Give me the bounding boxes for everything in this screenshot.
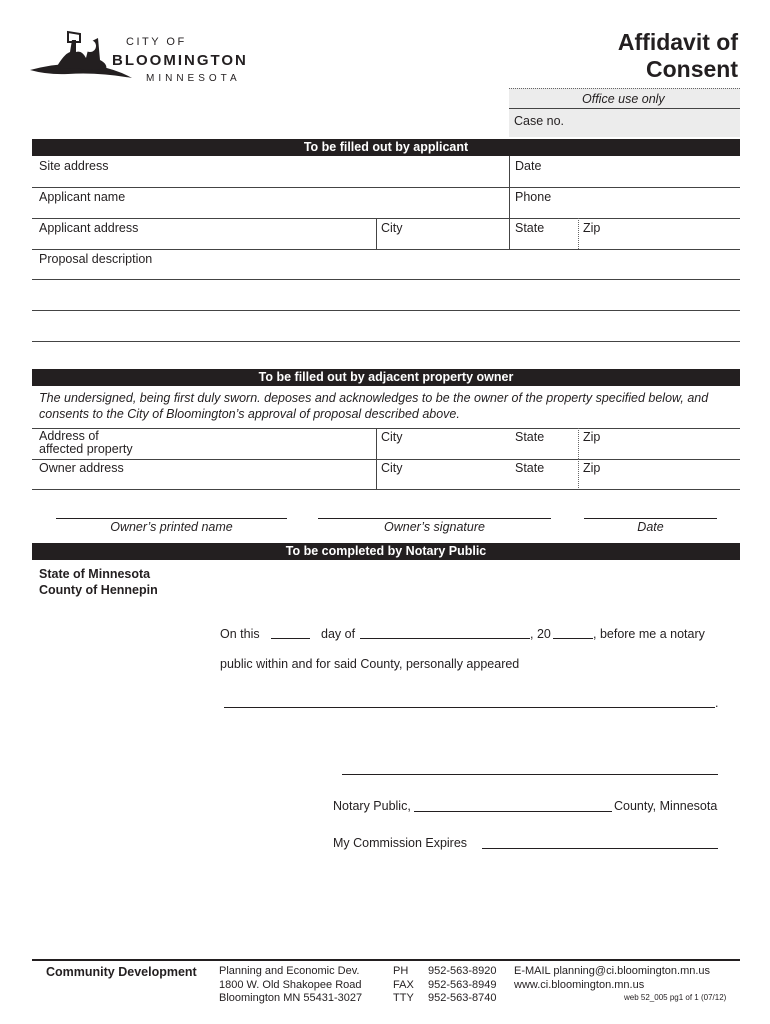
county-mn-label: County, Minnesota — [614, 799, 718, 813]
office-divider — [509, 108, 740, 109]
owner-zip-field[interactable]: Zip — [583, 461, 601, 475]
title-line-2: Consent — [646, 56, 738, 82]
footer-web-link[interactable]: www.ci.bloomington.mn.us — [514, 978, 645, 991]
divider — [509, 218, 510, 249]
footer-web — [514, 965, 710, 992]
office-use-label: Office use only — [582, 92, 665, 106]
divider — [578, 428, 579, 459]
logo-city-name: BLOOMINGTON — [112, 52, 248, 69]
before-me-label: , before me a notary — [593, 627, 705, 641]
affected-state-field[interactable]: State — [515, 430, 545, 444]
signature-label: Owner’s signature — [384, 520, 485, 534]
divider — [509, 187, 510, 218]
divider — [32, 489, 740, 490]
footer-phone-labels — [393, 965, 414, 1006]
on-this-label: On this — [220, 627, 260, 641]
appeared-line[interactable] — [224, 707, 715, 708]
owner-statement-line-1: The undersigned, being first duly sworn. deposes and acknowledges to be the owner of the property specified below, and — [39, 391, 709, 405]
tty-label: TTY — [393, 992, 414, 1004]
proposal-line — [32, 279, 740, 280]
phone-field[interactable]: Phone — [515, 190, 552, 204]
fax-label: FAX — [393, 978, 414, 991]
proposal-line — [32, 341, 740, 342]
affected-city-field[interactable]: City — [381, 430, 403, 444]
date-field[interactable]: Date — [515, 159, 542, 173]
day-line[interactable] — [271, 638, 310, 639]
footer-phone-numbers — [428, 965, 497, 1006]
year-prefix-label: , 20 — [530, 627, 551, 641]
owner-section-header: To be filled out by adjacent property owner — [32, 369, 740, 386]
logo-state: MINNESOTA — [146, 73, 241, 84]
divider — [32, 249, 740, 250]
affected-address-label-2: affected property — [39, 442, 133, 456]
printed-name-line[interactable] — [56, 518, 287, 519]
appeared-period: . — [715, 696, 719, 710]
divider — [376, 428, 377, 459]
footer-address-line: 1800 W. Old Shakopee Road — [219, 978, 362, 991]
affected-zip-field[interactable]: Zip — [583, 430, 601, 444]
notary-signature-line[interactable] — [342, 774, 718, 775]
divider — [578, 459, 579, 490]
case-no-field[interactable]: Case no. — [514, 114, 565, 128]
affected-address-field[interactable] — [39, 430, 133, 456]
notary-section-header: To be completed by Notary Public — [32, 543, 740, 560]
footer-address-line: Planning and Economic Dev. — [219, 965, 360, 977]
month-line[interactable] — [360, 638, 530, 639]
tty-number: 952-563-8740 — [428, 992, 497, 1004]
footer-rule — [32, 959, 740, 961]
applicant-section-header: To be filled out by applicant — [32, 139, 740, 156]
applicant-state-field[interactable]: State — [515, 221, 545, 235]
footer-address — [219, 965, 362, 1006]
footer-address-line: Bloomington MN 55431-3027 — [219, 992, 363, 1004]
sig-date-line[interactable] — [584, 518, 717, 519]
divider — [32, 218, 740, 219]
site-address-field[interactable]: Site address — [39, 159, 109, 173]
owner-statement-line-2: consents to the City of Bloomington’s approval of proposal described above. — [39, 407, 460, 421]
sig-date-label: Date — [637, 520, 664, 534]
owner-state-field[interactable]: State — [515, 461, 545, 475]
proposal-description-field[interactable]: Proposal description — [39, 252, 153, 266]
day-of-label: day of — [321, 627, 356, 641]
footer-dept: Community Development — [46, 965, 197, 979]
footer-email-link[interactable]: E-MAIL planning@ci.bloomington.mn.us — [514, 965, 711, 977]
signature-line[interactable] — [318, 518, 551, 519]
applicant-zip-field[interactable]: Zip — [583, 221, 601, 235]
year-line[interactable] — [553, 638, 593, 639]
divider — [32, 187, 740, 188]
printed-name-label: Owner’s printed name — [110, 520, 233, 534]
divider — [509, 156, 510, 187]
divider — [376, 459, 377, 490]
divider — [32, 428, 740, 429]
state-of: State of Minnesota — [39, 567, 151, 581]
proposal-line — [32, 310, 740, 311]
divider — [578, 218, 579, 249]
divider — [376, 218, 377, 249]
applicant-address-field[interactable]: Applicant address — [39, 221, 139, 235]
owner-address-field[interactable]: Owner address — [39, 461, 124, 475]
title-line-1: Affidavit of — [617, 29, 738, 55]
ph-number: 952-563-8920 — [428, 965, 497, 977]
city-logo — [28, 30, 258, 90]
notary-county-line[interactable] — [414, 811, 612, 812]
public-within-label: public within and for said County, personally appeared — [220, 657, 520, 671]
commission-label: My Commission Expires — [333, 836, 468, 850]
applicant-city-field[interactable]: City — [381, 221, 403, 235]
commission-line[interactable] — [482, 848, 718, 849]
form-title — [478, 29, 738, 83]
owner-city-field[interactable]: City — [381, 461, 403, 475]
county-of: County of Hennepin — [39, 583, 158, 597]
notary-public-label: Notary Public, — [333, 799, 411, 813]
applicant-name-field[interactable]: Applicant name — [39, 190, 126, 204]
ph-label: PH — [393, 965, 409, 977]
affected-address-label-1: Address of — [39, 429, 99, 443]
form-id: web 52_005 pg1 of 1 (07/12) — [624, 993, 727, 1002]
fax-number: 952-563-8949 — [428, 978, 497, 991]
divider — [32, 459, 740, 460]
logo-city-of: CITY OF — [126, 36, 187, 48]
